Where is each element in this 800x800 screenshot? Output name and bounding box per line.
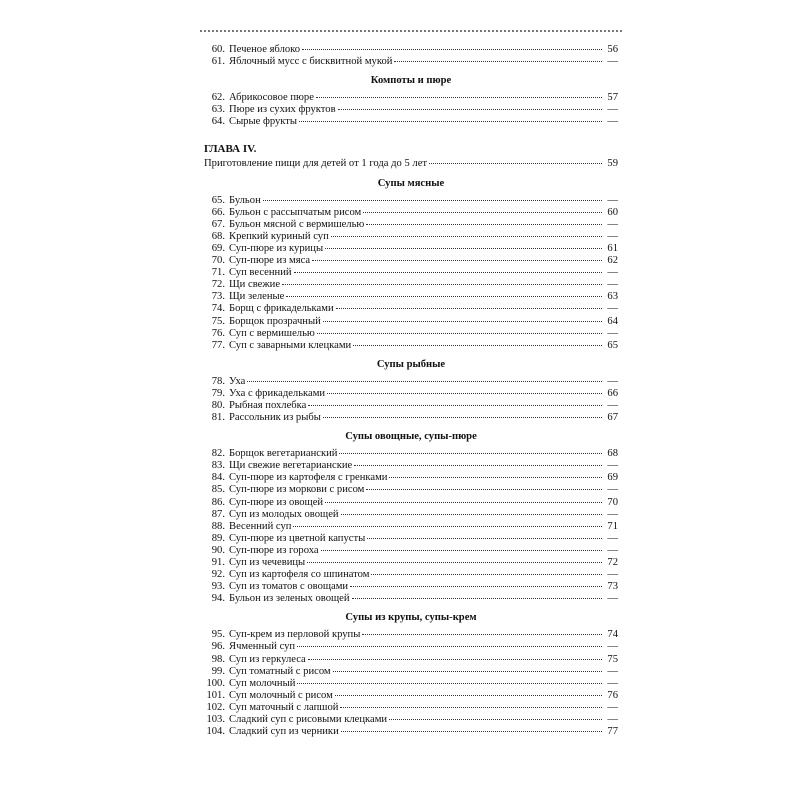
entry-title: Суп молочный с рисом xyxy=(229,689,333,701)
entry-title: Пюре из сухих фруктов xyxy=(229,104,336,116)
dot-leader xyxy=(340,707,602,708)
dot-leader xyxy=(362,634,602,635)
entry-title: Суп весенний xyxy=(229,267,292,279)
toc-entry xyxy=(204,412,618,424)
entry-title: Абрикосовое пюре xyxy=(229,92,314,104)
entry-page: — xyxy=(607,230,618,242)
toc-entry xyxy=(204,195,618,207)
dot-leader xyxy=(367,538,602,539)
dot-leader xyxy=(312,260,602,261)
entry-page: — xyxy=(607,104,618,116)
toc-entry xyxy=(204,328,618,340)
entry-number: 75. xyxy=(211,315,225,327)
section-heading: Супы рыбные xyxy=(376,358,446,370)
toc-entry xyxy=(204,654,618,666)
dot-leader xyxy=(331,236,602,237)
toc-entry xyxy=(204,509,618,521)
entry-page: — xyxy=(607,593,618,605)
dot-leader xyxy=(302,49,602,50)
entry-page: 61 xyxy=(607,242,618,254)
dot-leader xyxy=(429,163,602,164)
dot-leader xyxy=(294,272,602,273)
dot-leader xyxy=(323,417,602,418)
dot-leader xyxy=(389,719,602,720)
dot-leader xyxy=(323,321,602,322)
section-heading: Компоты и пюре xyxy=(370,75,452,87)
entry-title: Суп-пюре из овощей xyxy=(229,496,324,508)
toc-entry xyxy=(204,116,618,128)
entry-number: 98. xyxy=(211,653,225,665)
entry-number: 74. xyxy=(211,303,225,315)
dot-leader xyxy=(325,502,602,503)
entry-number: 79. xyxy=(211,387,225,399)
entry-title: Бульон мясной с вермишелью xyxy=(229,218,365,230)
toc-entry xyxy=(204,629,618,641)
entry-title: Суп-пюре из мяса xyxy=(229,255,311,267)
toc-entry xyxy=(204,400,618,412)
toc-entry xyxy=(204,267,618,279)
entry-title: Печеное яблоко xyxy=(229,44,301,55)
entry-title: Суп-пюре из цветной капусты xyxy=(229,532,366,544)
dot-leader xyxy=(366,224,602,225)
entry-number: 61. xyxy=(211,56,225,68)
dot-leader xyxy=(363,212,602,213)
toc-entry xyxy=(204,44,618,56)
entry-number: 60. xyxy=(211,44,225,55)
entry-page: 68 xyxy=(607,448,618,460)
toc-entry xyxy=(204,484,618,496)
entry-number: 70. xyxy=(211,255,225,267)
entry-number: 63. xyxy=(211,104,225,116)
dot-leader xyxy=(286,296,602,297)
entry-page: 77 xyxy=(607,726,618,738)
entry-page: 63 xyxy=(607,291,618,303)
entry-number: 87. xyxy=(211,508,225,520)
entry-number: 89. xyxy=(211,532,225,544)
entry-number: 85. xyxy=(211,484,225,496)
dot-leader xyxy=(327,393,602,394)
toc-entry xyxy=(204,255,618,267)
entry-number: 92. xyxy=(211,569,225,581)
entry-title: Борщ с фрикадельками xyxy=(229,303,334,315)
dot-leader xyxy=(308,405,602,406)
entry-title: Щи свежие вегетарианские xyxy=(229,460,353,472)
entry-page: — xyxy=(607,701,618,713)
top-dotted-rule xyxy=(200,30,622,32)
entry-number: 86. xyxy=(211,496,225,508)
entry-number: 88. xyxy=(211,520,225,532)
entry-page: — xyxy=(607,544,618,556)
dot-leader xyxy=(293,526,602,527)
table-of-contents xyxy=(204,44,618,738)
entry-title: Щи зеленые xyxy=(229,291,285,303)
entry-number: 100. xyxy=(206,677,225,689)
toc-entry xyxy=(204,593,618,605)
toc-entry xyxy=(204,690,618,702)
entry-title: Бульон xyxy=(229,194,261,206)
dot-leader xyxy=(339,453,602,454)
entry-title: Суп из молодых овощей xyxy=(229,508,339,520)
toc-entry xyxy=(204,207,618,219)
entry-title: Суп-пюре из картофеля с гренками xyxy=(229,472,388,484)
entry-number: 93. xyxy=(211,581,225,593)
entry-page: 62 xyxy=(607,255,618,267)
entry-number: 68. xyxy=(211,230,225,242)
entry-number: 101. xyxy=(206,689,225,701)
entry-number: 66. xyxy=(211,206,225,218)
toc-entry xyxy=(204,243,618,255)
dot-leader xyxy=(389,477,602,478)
toc-entry xyxy=(204,448,618,460)
toc-entry xyxy=(204,460,618,472)
entry-title: Яблочный мусс с бисквитной мукой xyxy=(229,56,393,68)
entry-number: 81. xyxy=(211,412,225,424)
entry-page: — xyxy=(607,532,618,544)
entry-title: Бульон с рассыпчатым рисом xyxy=(229,206,362,218)
entry-page: — xyxy=(607,303,618,315)
dot-leader xyxy=(366,489,602,490)
entry-title: Суп из чечевицы xyxy=(229,557,306,568)
entry-page: — xyxy=(607,218,618,230)
dot-leader xyxy=(394,61,602,62)
toc-entry xyxy=(204,219,618,231)
entry-page: 73 xyxy=(607,581,618,593)
entry-title: Суп из геркулеса xyxy=(229,653,306,665)
entry-number: 104. xyxy=(206,726,225,738)
dot-leader xyxy=(336,308,602,309)
entry-number: 102. xyxy=(206,701,225,713)
toc-entry xyxy=(204,666,618,678)
entry-title: Крепкий куриный суп xyxy=(229,230,329,242)
toc-entry xyxy=(204,376,618,388)
entry-title: Щи свежие xyxy=(229,279,281,291)
dot-leader xyxy=(282,284,602,285)
dot-leader xyxy=(341,731,602,732)
entry-number: 62. xyxy=(211,92,225,104)
entry-title: Суп-пюре из гороха xyxy=(229,544,319,556)
entry-number: 71. xyxy=(211,267,225,279)
dot-leader xyxy=(335,695,602,696)
toc-entry xyxy=(204,497,618,509)
entry-title: Суп из томатов с овощами xyxy=(229,581,349,593)
entry-title: Уха с фрикадельками xyxy=(229,387,326,399)
toc-entry xyxy=(204,545,618,557)
entry-title: Суп-пюре из моркови с рисом xyxy=(229,484,365,496)
entry-page: — xyxy=(607,56,618,68)
entry-number: 80. xyxy=(211,399,225,411)
dot-leader xyxy=(307,562,602,563)
entry-title: Рыбная похлебка xyxy=(229,399,307,411)
entry-page: — xyxy=(607,484,618,496)
toc-entry xyxy=(204,702,618,714)
entry-page: 60 xyxy=(607,206,618,218)
entry-page: — xyxy=(607,665,618,677)
entry-number: 77. xyxy=(211,339,225,351)
toc-entry xyxy=(204,581,618,593)
entry-page: — xyxy=(607,569,618,581)
chapter-heading: ГЛАВА IV. xyxy=(204,143,257,156)
entry-number: 82. xyxy=(211,448,225,460)
toc-entry xyxy=(204,303,618,315)
toc-entry xyxy=(204,388,618,400)
entry-page: 69 xyxy=(607,472,618,484)
entry-page: — xyxy=(607,279,618,291)
entry-page: — xyxy=(607,399,618,411)
entry-number: 64. xyxy=(211,116,225,128)
dot-leader xyxy=(352,598,602,599)
entry-page: 65 xyxy=(607,339,618,351)
dot-leader xyxy=(299,121,602,122)
toc-entry xyxy=(204,104,618,116)
entry-title: Приготовление пищи для детей от 1 года до 5 лет xyxy=(204,158,428,170)
toc-entry xyxy=(204,279,618,291)
dot-leader xyxy=(321,550,602,551)
entry-title: Суп-пюре из курицы xyxy=(229,242,324,254)
toc-entry xyxy=(204,714,618,726)
entry-page: — xyxy=(607,714,618,726)
entry-page: 74 xyxy=(607,629,618,641)
toc-entry xyxy=(204,521,618,533)
entry-title: Сладкий суп с рисовыми клецками xyxy=(229,714,388,726)
entry-title: Бульон из зеленых овощей xyxy=(229,593,350,605)
entry-title: Весенний суп xyxy=(229,520,292,532)
dot-leader xyxy=(371,574,602,575)
entry-number: 84. xyxy=(211,472,225,484)
entry-number: 95. xyxy=(211,629,225,641)
entry-number: 99. xyxy=(211,665,225,677)
entry-number: 73. xyxy=(211,291,225,303)
entry-number: 90. xyxy=(211,544,225,556)
entry-page: 56 xyxy=(607,44,618,55)
dot-leader xyxy=(263,200,602,201)
toc-entry xyxy=(204,533,618,545)
entry-number: 103. xyxy=(206,714,225,726)
entry-page: 76 xyxy=(607,689,618,701)
entry-title: Сладкий суп из черники xyxy=(229,726,339,738)
toc-entry xyxy=(204,726,618,738)
section-heading: Супы мясные xyxy=(377,177,445,189)
entry-number: 65. xyxy=(211,194,225,206)
entry-title: Суп из картофеля со шпинатом xyxy=(229,569,370,581)
entry-page: — xyxy=(607,267,618,279)
entry-page: — xyxy=(607,508,618,520)
entry-title: Уха xyxy=(229,375,246,387)
entry-title: Суп томатный с рисом xyxy=(229,665,331,677)
toc-entry xyxy=(204,569,618,581)
entry-number: 78. xyxy=(211,375,225,387)
entry-page: — xyxy=(607,116,618,128)
toc-entry xyxy=(204,678,618,690)
toc-entry xyxy=(204,557,618,569)
dot-leader xyxy=(354,465,602,466)
entry-number: 76. xyxy=(211,327,225,339)
entry-page: 70 xyxy=(607,496,618,508)
entry-page: — xyxy=(607,641,618,653)
entry-page: — xyxy=(607,194,618,206)
entry-page: 64 xyxy=(607,315,618,327)
dot-leader xyxy=(317,333,602,334)
dot-leader xyxy=(341,514,602,515)
toc-entry xyxy=(204,316,618,328)
toc-entry xyxy=(204,641,618,653)
entry-number: 96. xyxy=(211,641,225,653)
dot-leader xyxy=(297,646,602,647)
entry-number: 94. xyxy=(211,593,225,605)
entry-number: 72. xyxy=(211,279,225,291)
entry-title: Суп с заварными клецками xyxy=(229,339,352,351)
dot-leader xyxy=(353,345,602,346)
entry-title: Суп с вермишелью xyxy=(229,327,315,339)
section-heading: Супы из крупы, супы-крем xyxy=(345,612,477,624)
entry-page: 71 xyxy=(607,520,618,532)
toc-entry xyxy=(204,472,618,484)
entry-number: 91. xyxy=(211,557,225,568)
entry-page: 66 xyxy=(607,387,618,399)
entry-page: 57 xyxy=(607,92,618,104)
toc-entry xyxy=(204,291,618,303)
dot-leader xyxy=(247,381,602,382)
dot-leader xyxy=(297,683,602,684)
toc-entry xyxy=(204,92,618,104)
entry-title: Борщок прозрачный xyxy=(229,315,321,327)
entry-page: 67 xyxy=(607,412,618,424)
entry-title: Ячменный суп xyxy=(229,641,296,653)
entry-number: 83. xyxy=(211,460,225,472)
entry-page: 75 xyxy=(607,653,618,665)
entry-title: Суп молочный xyxy=(229,677,296,689)
entry-page: — xyxy=(607,460,618,472)
entry-title: Сырые фрукты xyxy=(229,116,298,128)
dot-leader xyxy=(350,586,602,587)
toc-entry xyxy=(204,340,618,352)
entry-page: 72 xyxy=(607,557,618,568)
entry-number: 67. xyxy=(211,218,225,230)
entry-title: Рассольник из рыбы xyxy=(229,412,321,424)
entry-title: Борщок вегетарианский xyxy=(229,448,338,460)
dot-leader xyxy=(308,659,602,660)
entry-title: Суп-крем из перловой крупы xyxy=(229,629,361,641)
dot-leader xyxy=(338,109,602,110)
section-heading: Супы овощные, супы-пюре xyxy=(345,431,477,443)
toc-entry xyxy=(204,231,618,243)
toc-entry xyxy=(204,56,618,68)
entry-page: — xyxy=(607,375,618,387)
entry-page: — xyxy=(607,327,618,339)
entry-number: 69. xyxy=(211,242,225,254)
entry-page: 59 xyxy=(607,158,618,170)
toc-entry xyxy=(204,158,618,170)
dot-leader xyxy=(325,248,602,249)
entry-title: Суп маточный с лапшой xyxy=(229,701,339,713)
dot-leader xyxy=(333,671,602,672)
entry-page: — xyxy=(607,677,618,689)
dot-leader xyxy=(316,97,602,98)
